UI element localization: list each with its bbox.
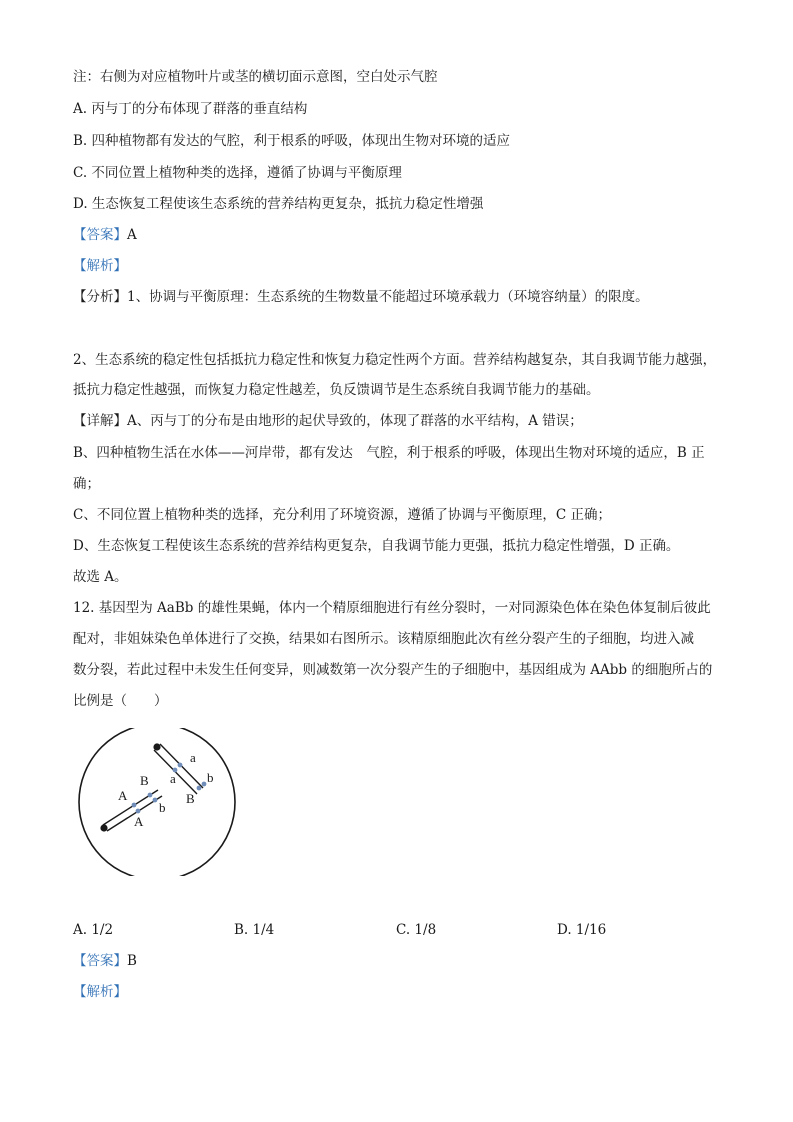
- detail-line-3: 确；: [73, 476, 100, 492]
- q12-option-a: A. 1/2: [73, 922, 114, 938]
- q12-stem-3: 数分裂，若此过程中未发生任何变异，则减数第一次分裂产生的子细胞中，基因组成为 AAbb 的细胞所占的: [73, 662, 713, 678]
- locus-b-lower: [153, 798, 158, 803]
- q12-stem-1: 12. 基因型为 AaBb 的雄性果蝇，体内一个精原细胞进行有丝分裂时，一对同源染色体在染色体复制后彼此: [73, 600, 711, 616]
- q12-analysis-tag: 【解析】: [73, 984, 127, 1000]
- locus-a-upper: [132, 803, 137, 808]
- label-b-lower: b: [159, 800, 166, 815]
- q12-answer: [73, 951, 137, 971]
- detail-line-2: B、四种植物生活在水体——河岸带，都有发达 气腔，利于根系的呼吸，体现出生物对环境的适应，B 正: [73, 445, 705, 461]
- analysis-line-1: 【分析】1、协调与平衡原理：生态系统的生物数量不能超过环境承载力（环境容纳量）的限度。: [73, 289, 649, 305]
- q11-option-b: B. 四种植物都有发达的气腔，利于根系的呼吸，体现出生物对环境的适应: [73, 133, 511, 149]
- q12-option-d: D. 1/16: [557, 922, 607, 938]
- detail-line-1: 【详解】A、丙与丁的分布是由地形的起伏导致的，体现了群落的水平结构，A 错误；: [73, 413, 583, 429]
- q12-option-c: C. 1/8: [396, 922, 437, 938]
- conclusion-line: 故选 A。: [73, 569, 128, 585]
- analysis-line-3: 抵抗力稳定性越强，而恢复力稳定性越差，负反馈调节是生态系统自我调节能力的基础。: [73, 382, 600, 398]
- locus-b-left: [197, 786, 202, 791]
- analysis-line-2: 2、生态系统的稳定性包括抵抗力稳定性和恢复力稳定性两个方面。营养结构越复杂，其自我调节能力越强，: [73, 352, 717, 368]
- q11-analysis-tag: 【解析】: [73, 258, 127, 274]
- q12-stem-4: 比例是（ ）: [73, 693, 168, 709]
- label-A-lower: A: [134, 814, 144, 829]
- answer-value: A: [127, 227, 137, 243]
- answer-tag: 【答案】: [73, 953, 127, 969]
- chromosome-figure: [76, 728, 238, 876]
- label-a-lower: a: [170, 771, 176, 786]
- centromere-lower: [100, 824, 107, 831]
- label-B-lower: B: [186, 791, 195, 806]
- detail-line-4: C、不同位置上植物种类的选择，充分利用了环境资源，遵循了协调与平衡原理，C 正确；: [73, 507, 611, 523]
- locus-b-right: [202, 782, 207, 787]
- locus-a-right: [178, 763, 183, 768]
- centromere-upper: [153, 743, 160, 750]
- locus-b-upper: [148, 793, 153, 798]
- q11-option-d: D. 生态恢复工程使该生态系统的营养结构更复杂，抵抗力稳定性增强: [73, 196, 484, 212]
- note-line: 注：右侧为对应植物叶片或茎的横切面示意图，空白处示气腔: [73, 69, 438, 85]
- answer-tag: 【答案】: [73, 227, 127, 243]
- label-A-upper: A: [118, 788, 128, 803]
- label-B-upper: B: [140, 773, 149, 788]
- q11-option-c: C. 不同位置上植物种类的选择，遵循了协调与平衡原理: [73, 165, 402, 181]
- label-a-upper: a: [190, 750, 196, 765]
- detail-line-5: D、生态恢复工程使该生态系统的营养结构更复杂，自我调节能力更强，抵抗力稳定性增强，D 正确。: [73, 538, 680, 554]
- q12-stem-2: 配对，非姐妹染色单体进行了交换，结果如右图所示。该精原细胞此次有丝分裂产生的子细胞，均进入减: [73, 631, 694, 647]
- label-b-upper: b: [207, 770, 214, 785]
- answer-value: B: [127, 953, 137, 969]
- q11-answer: [73, 225, 137, 245]
- q12-option-b: B. 1/4: [234, 922, 275, 938]
- locus-a-lower: [136, 809, 141, 814]
- q11-option-a: A. 丙与丁的分布体现了群落的垂直结构: [73, 101, 308, 117]
